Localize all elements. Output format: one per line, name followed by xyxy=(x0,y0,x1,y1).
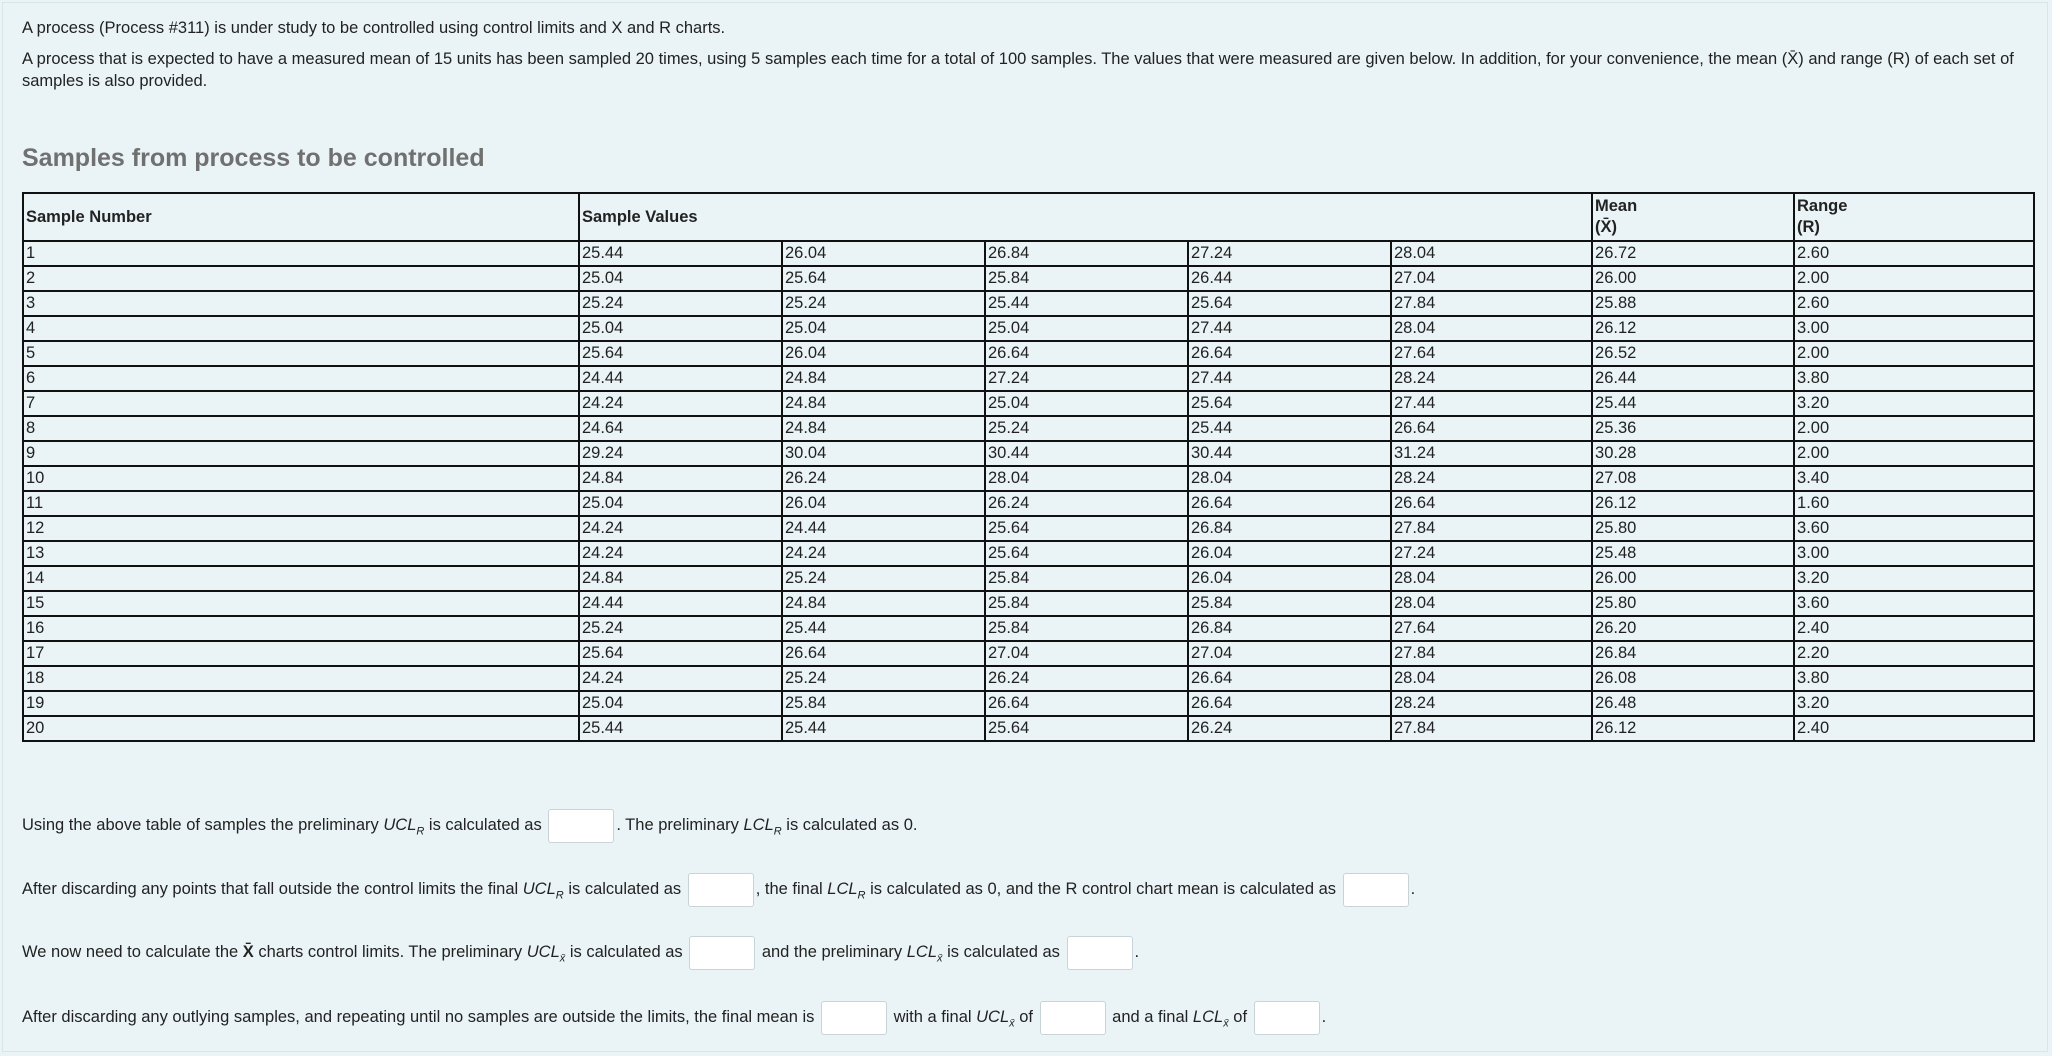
q2-ucl: UCL xyxy=(522,880,556,898)
table-row xyxy=(23,666,2034,691)
header-sample-number: Sample Number xyxy=(23,193,579,241)
sample-value-cell: 26.84 xyxy=(1188,516,1391,541)
sample-value-cell: 25.64 xyxy=(782,266,985,291)
q4-text-c: of xyxy=(1014,1008,1038,1026)
sample-value-cell: 25.84 xyxy=(985,266,1188,291)
table-row xyxy=(23,316,2034,341)
table-row xyxy=(23,691,2034,716)
mean-cell: 26.20 xyxy=(1592,616,1794,641)
sample-number-cell: 13 xyxy=(23,541,579,566)
sample-number-cell: 16 xyxy=(23,616,579,641)
range-cell: 3.80 xyxy=(1794,366,2034,391)
q1-lcl-sub: R xyxy=(773,825,782,838)
sample-value-cell: 28.04 xyxy=(985,466,1188,491)
range-cell: 3.40 xyxy=(1794,466,2034,491)
q3-lcl: LCL xyxy=(906,943,938,961)
range-cell: 3.00 xyxy=(1794,541,2034,566)
sample-value-cell: 26.64 xyxy=(985,691,1188,716)
sample-number-cell: 7 xyxy=(23,391,579,416)
sample-value-cell: 25.84 xyxy=(985,616,1188,641)
sample-value-cell: 26.64 xyxy=(782,641,985,666)
sample-value-cell: 24.84 xyxy=(782,366,985,391)
intro xyxy=(22,17,2032,101)
samples-table xyxy=(22,192,2035,742)
q1-ucl-sub: R xyxy=(416,825,425,838)
sample-value-cell: 25.44 xyxy=(985,291,1188,316)
question-ucl-r-final xyxy=(22,868,1415,916)
q3-text-e: is calculated as xyxy=(942,943,1065,961)
sample-value-cell: 27.04 xyxy=(1188,641,1391,666)
sample-value-cell: 25.44 xyxy=(579,716,782,741)
sample-value-cell: 26.84 xyxy=(985,241,1188,266)
sample-value-cell: 25.64 xyxy=(579,341,782,366)
mean-cell: 25.48 xyxy=(1592,541,1794,566)
sample-value-cell: 26.24 xyxy=(985,491,1188,516)
q2-lcl: LCL xyxy=(827,880,858,898)
sample-value-cell: 26.64 xyxy=(1188,691,1391,716)
mean-cell: 26.08 xyxy=(1592,666,1794,691)
sample-value-cell: 27.04 xyxy=(1391,266,1592,291)
sample-value-cell: 26.24 xyxy=(1188,716,1391,741)
table-row xyxy=(23,366,2034,391)
final-ucl-xbar-input[interactable] xyxy=(1040,1001,1106,1035)
sample-value-cell: 25.04 xyxy=(579,266,782,291)
table-row xyxy=(23,516,2034,541)
sample-value-cell: 27.64 xyxy=(1391,616,1592,641)
question-xbar-final xyxy=(22,996,1326,1044)
mean-cell: 26.48 xyxy=(1592,691,1794,716)
mean-cell: 25.36 xyxy=(1592,416,1794,441)
final-ucl-r-input[interactable] xyxy=(688,873,754,907)
sample-value-cell: 24.84 xyxy=(579,466,782,491)
sample-number-cell: 8 xyxy=(23,416,579,441)
sample-value-cell: 25.04 xyxy=(985,316,1188,341)
table-row xyxy=(23,291,2034,316)
sample-value-cell: 27.84 xyxy=(1391,516,1592,541)
table-row xyxy=(23,616,2034,641)
mean-cell: 25.88 xyxy=(1592,291,1794,316)
preliminary-lcl-xbar-input[interactable] xyxy=(1067,936,1133,970)
table-row xyxy=(23,266,2034,291)
table-row xyxy=(23,466,2034,491)
sample-value-cell: 26.04 xyxy=(1188,541,1391,566)
sample-number-cell: 11 xyxy=(23,491,579,516)
sample-value-cell: 28.04 xyxy=(1391,591,1592,616)
table-row xyxy=(23,241,2034,266)
sample-value-cell: 24.24 xyxy=(579,391,782,416)
sample-value-cell: 24.44 xyxy=(782,516,985,541)
sample-value-cell: 28.04 xyxy=(1188,466,1391,491)
sample-value-cell: 25.64 xyxy=(1188,291,1391,316)
q1-lcl: LCL xyxy=(743,816,774,834)
sample-value-cell: 25.24 xyxy=(579,291,782,316)
mean-cell: 25.80 xyxy=(1592,591,1794,616)
sample-value-cell: 25.84 xyxy=(1188,591,1391,616)
sample-value-cell: 29.24 xyxy=(579,441,782,466)
table-row xyxy=(23,416,2034,441)
range-cell: 2.00 xyxy=(1794,266,2034,291)
sample-value-cell: 28.24 xyxy=(1391,366,1592,391)
sample-value-cell: 26.64 xyxy=(1391,491,1592,516)
sample-number-cell: 6 xyxy=(23,366,579,391)
sample-value-cell: 25.64 xyxy=(1188,391,1391,416)
mean-cell: 26.52 xyxy=(1592,341,1794,366)
intro-line-2: A process that is expected to have a measured mean of 15 units has been sampled 20 times, using 5 samples each time for a total of 100 samples. The values that were measured are given below. In addition, for your convenience, the mean (X̄) and range (R) of each set of samples is also provided. xyxy=(22,50,2014,90)
sample-value-cell: 30.04 xyxy=(782,441,985,466)
q1-text-c: . The preliminary xyxy=(616,816,744,834)
range-cell: 2.00 xyxy=(1794,416,2034,441)
q3-lcl-sub: x̄ xyxy=(937,952,943,965)
range-cell: 3.80 xyxy=(1794,666,2034,691)
mean-cell: 26.72 xyxy=(1592,241,1794,266)
q2-lcl-sub: R xyxy=(857,889,866,902)
header-mean-label: Mean xyxy=(1595,197,1638,215)
sample-value-cell: 26.24 xyxy=(782,466,985,491)
sample-value-cell: 24.64 xyxy=(579,416,782,441)
sample-number-cell: 5 xyxy=(23,341,579,366)
sample-value-cell: 26.24 xyxy=(985,666,1188,691)
sample-value-cell: 26.04 xyxy=(782,241,985,266)
final-lcl-xbar-input[interactable] xyxy=(1254,1001,1320,1035)
sample-value-cell: 26.64 xyxy=(985,341,1188,366)
sample-value-cell: 27.24 xyxy=(1188,241,1391,266)
q4-lcl: LCL xyxy=(1192,1008,1224,1026)
q2-text-a: After discarding any points that fall outside the control limits the final xyxy=(22,880,523,898)
sample-number-cell: 12 xyxy=(23,516,579,541)
sample-number-cell: 3 xyxy=(23,291,579,316)
table-row xyxy=(23,441,2034,466)
table-row xyxy=(23,491,2034,516)
mean-cell: 26.84 xyxy=(1592,641,1794,666)
sample-value-cell: 28.24 xyxy=(1391,466,1592,491)
table-row xyxy=(23,566,2034,591)
q3-ucl: UCL xyxy=(526,943,560,961)
sample-value-cell: 25.44 xyxy=(579,241,782,266)
sample-number-cell: 20 xyxy=(23,716,579,741)
range-cell: 2.60 xyxy=(1794,291,2034,316)
sample-value-cell: 24.84 xyxy=(782,591,985,616)
sample-value-cell: 25.64 xyxy=(985,541,1188,566)
sample-value-cell: 25.64 xyxy=(579,641,782,666)
range-cell: 3.20 xyxy=(1794,566,2034,591)
mean-cell: 26.00 xyxy=(1592,566,1794,591)
sample-number-cell: 4 xyxy=(23,316,579,341)
section-title: Samples from process to be controlled xyxy=(22,144,485,172)
sample-value-cell: 25.44 xyxy=(782,716,985,741)
sample-value-cell: 24.24 xyxy=(782,541,985,566)
sample-number-cell: 2 xyxy=(23,266,579,291)
range-cell: 3.60 xyxy=(1794,591,2034,616)
table-row xyxy=(23,391,2034,416)
question-ucl-r-preliminary xyxy=(22,804,917,852)
mean-cell: 26.12 xyxy=(1592,316,1794,341)
sample-value-cell: 26.04 xyxy=(782,491,985,516)
sample-value-cell: 28.04 xyxy=(1391,566,1592,591)
intro-line-1: A process (Process #311) is under study to be controlled using control limits and X and R charts. xyxy=(22,19,726,37)
preliminary-ucl-r-input[interactable] xyxy=(548,809,614,843)
q1-text-b: is calculated as xyxy=(424,816,547,834)
q3-text-d: and the preliminary xyxy=(757,943,907,961)
q3-text-b: charts control limits. The preliminary xyxy=(253,943,527,961)
sample-value-cell: 25.84 xyxy=(985,566,1188,591)
sample-value-cell: 25.04 xyxy=(579,316,782,341)
q2-text-c: , the final xyxy=(755,880,828,898)
sample-value-cell: 27.84 xyxy=(1391,641,1592,666)
sample-value-cell: 30.44 xyxy=(985,441,1188,466)
range-cell: 3.60 xyxy=(1794,516,2034,541)
q4-lcl-sub: x̄ xyxy=(1223,1017,1229,1030)
sample-value-cell: 28.04 xyxy=(1391,241,1592,266)
q3-text-a: We now need to calculate the xyxy=(22,943,243,961)
sample-value-cell: 24.84 xyxy=(782,416,985,441)
sample-value-cell: 26.64 xyxy=(1188,341,1391,366)
sample-value-cell: 24.24 xyxy=(579,666,782,691)
q2-text-e: . xyxy=(1410,880,1416,898)
mean-cell: 26.12 xyxy=(1592,491,1794,516)
range-cell: 3.20 xyxy=(1794,691,2034,716)
sample-value-cell: 25.24 xyxy=(985,416,1188,441)
table-header-row xyxy=(23,193,2034,241)
sample-value-cell: 28.04 xyxy=(1391,316,1592,341)
sample-value-cell: 26.84 xyxy=(1188,616,1391,641)
sample-value-cell: 24.44 xyxy=(579,366,782,391)
page xyxy=(2,2,2048,1052)
sample-value-cell: 25.44 xyxy=(1188,416,1391,441)
sample-value-cell: 27.44 xyxy=(1188,366,1391,391)
sample-number-cell: 9 xyxy=(23,441,579,466)
sample-value-cell: 26.64 xyxy=(1188,666,1391,691)
sample-value-cell: 25.24 xyxy=(782,666,985,691)
sample-value-cell: 26.64 xyxy=(1391,416,1592,441)
table-body xyxy=(23,241,2034,741)
range-cell: 2.40 xyxy=(1794,616,2034,641)
sample-value-cell: 25.24 xyxy=(782,566,985,591)
range-cell: 2.20 xyxy=(1794,641,2034,666)
sample-number-cell: 17 xyxy=(23,641,579,666)
q4-text-e: of xyxy=(1228,1008,1252,1026)
r-chart-mean-input[interactable] xyxy=(1343,873,1409,907)
mean-cell: 30.28 xyxy=(1592,441,1794,466)
sample-value-cell: 27.44 xyxy=(1391,391,1592,416)
q4-text-b: with a final xyxy=(889,1008,977,1026)
sample-value-cell: 24.44 xyxy=(579,591,782,616)
q1-text-d: is calculated as 0. xyxy=(781,816,918,834)
q4-text-d: and a final xyxy=(1107,1008,1193,1026)
sample-number-cell: 18 xyxy=(23,666,579,691)
question-xbar-preliminary xyxy=(22,931,1139,979)
sample-number-cell: 14 xyxy=(23,566,579,591)
sample-value-cell: 25.24 xyxy=(579,616,782,641)
q2-ucl-sub: R xyxy=(555,889,564,902)
header-mean xyxy=(1592,193,1794,241)
q4-ucl: UCL xyxy=(976,1008,1010,1026)
sample-value-cell: 27.24 xyxy=(985,366,1188,391)
q1-ucl: UCL xyxy=(383,816,417,834)
preliminary-ucl-xbar-input[interactable] xyxy=(689,936,755,970)
header-range xyxy=(1794,193,2034,241)
mean-cell: 26.44 xyxy=(1592,366,1794,391)
mean-cell: 27.08 xyxy=(1592,466,1794,491)
q3-text-c: is calculated as xyxy=(565,943,688,961)
sample-value-cell: 24.84 xyxy=(782,391,985,416)
range-cell: 2.00 xyxy=(1794,341,2034,366)
sample-value-cell: 31.24 xyxy=(1391,441,1592,466)
sample-value-cell: 27.84 xyxy=(1391,716,1592,741)
sample-value-cell: 25.04 xyxy=(579,691,782,716)
sample-value-cell: 26.04 xyxy=(1188,566,1391,591)
sample-value-cell: 25.64 xyxy=(985,716,1188,741)
q2-text-d: is calculated as 0, and the R control chart mean is calculated as xyxy=(865,880,1341,898)
range-cell: 1.60 xyxy=(1794,491,2034,516)
header-range-label: Range xyxy=(1797,197,1848,215)
sample-value-cell: 30.44 xyxy=(1188,441,1391,466)
sample-value-cell: 24.24 xyxy=(579,516,782,541)
q4-text-f: . xyxy=(1321,1008,1327,1026)
q3-text-f: . xyxy=(1134,943,1140,961)
range-cell: 3.20 xyxy=(1794,391,2034,416)
q2-text-b: is calculated as xyxy=(563,880,686,898)
sample-value-cell: 25.64 xyxy=(985,516,1188,541)
sample-value-cell: 27.44 xyxy=(1188,316,1391,341)
sample-value-cell: 25.04 xyxy=(579,491,782,516)
sample-value-cell: 27.04 xyxy=(985,641,1188,666)
range-cell: 2.40 xyxy=(1794,716,2034,741)
mean-cell: 25.80 xyxy=(1592,516,1794,541)
sample-value-cell: 26.04 xyxy=(782,341,985,366)
table-row xyxy=(23,541,2034,566)
q4-ucl-sub: x̄ xyxy=(1009,1017,1015,1030)
sample-number-cell: 15 xyxy=(23,591,579,616)
sample-value-cell: 25.84 xyxy=(782,691,985,716)
header-range-symbol: (R) xyxy=(1797,218,1820,236)
table-row xyxy=(23,591,2034,616)
mean-cell: 26.12 xyxy=(1592,716,1794,741)
sample-number-cell: 1 xyxy=(23,241,579,266)
range-cell: 2.00 xyxy=(1794,441,2034,466)
sample-number-cell: 10 xyxy=(23,466,579,491)
sample-value-cell: 25.04 xyxy=(782,316,985,341)
sample-number-cell: 19 xyxy=(23,691,579,716)
table-row xyxy=(23,641,2034,666)
sample-value-cell: 27.24 xyxy=(1391,541,1592,566)
range-cell: 2.60 xyxy=(1794,241,2034,266)
header-mean-symbol: (X̄) xyxy=(1595,218,1618,236)
q3-xbar: X̄ xyxy=(242,943,254,961)
sample-value-cell: 25.84 xyxy=(985,591,1188,616)
sample-value-cell: 25.44 xyxy=(782,616,985,641)
sample-value-cell: 25.04 xyxy=(985,391,1188,416)
sample-value-cell: 24.84 xyxy=(579,566,782,591)
q3-ucl-sub: x̄ xyxy=(559,952,566,965)
sample-value-cell: 26.44 xyxy=(1188,266,1391,291)
sample-value-cell: 26.64 xyxy=(1188,491,1391,516)
table-row xyxy=(23,341,2034,366)
sample-value-cell: 24.24 xyxy=(579,541,782,566)
range-cell: 3.00 xyxy=(1794,316,2034,341)
sample-value-cell: 27.64 xyxy=(1391,341,1592,366)
q1-text-a: Using the above table of samples the preliminary xyxy=(22,816,384,834)
sample-value-cell: 27.84 xyxy=(1391,291,1592,316)
mean-cell: 25.44 xyxy=(1592,391,1794,416)
q4-text-a: After discarding any outlying samples, and repeating until no samples are outside the limits, the final mean is xyxy=(22,1008,820,1026)
table-row xyxy=(23,716,2034,741)
final-mean-input[interactable] xyxy=(821,1001,887,1035)
sample-value-cell: 25.24 xyxy=(782,291,985,316)
mean-cell: 26.00 xyxy=(1592,266,1794,291)
sample-value-cell: 28.04 xyxy=(1391,666,1592,691)
header-sample-values: Sample Values xyxy=(579,193,1592,241)
sample-value-cell: 28.24 xyxy=(1391,691,1592,716)
